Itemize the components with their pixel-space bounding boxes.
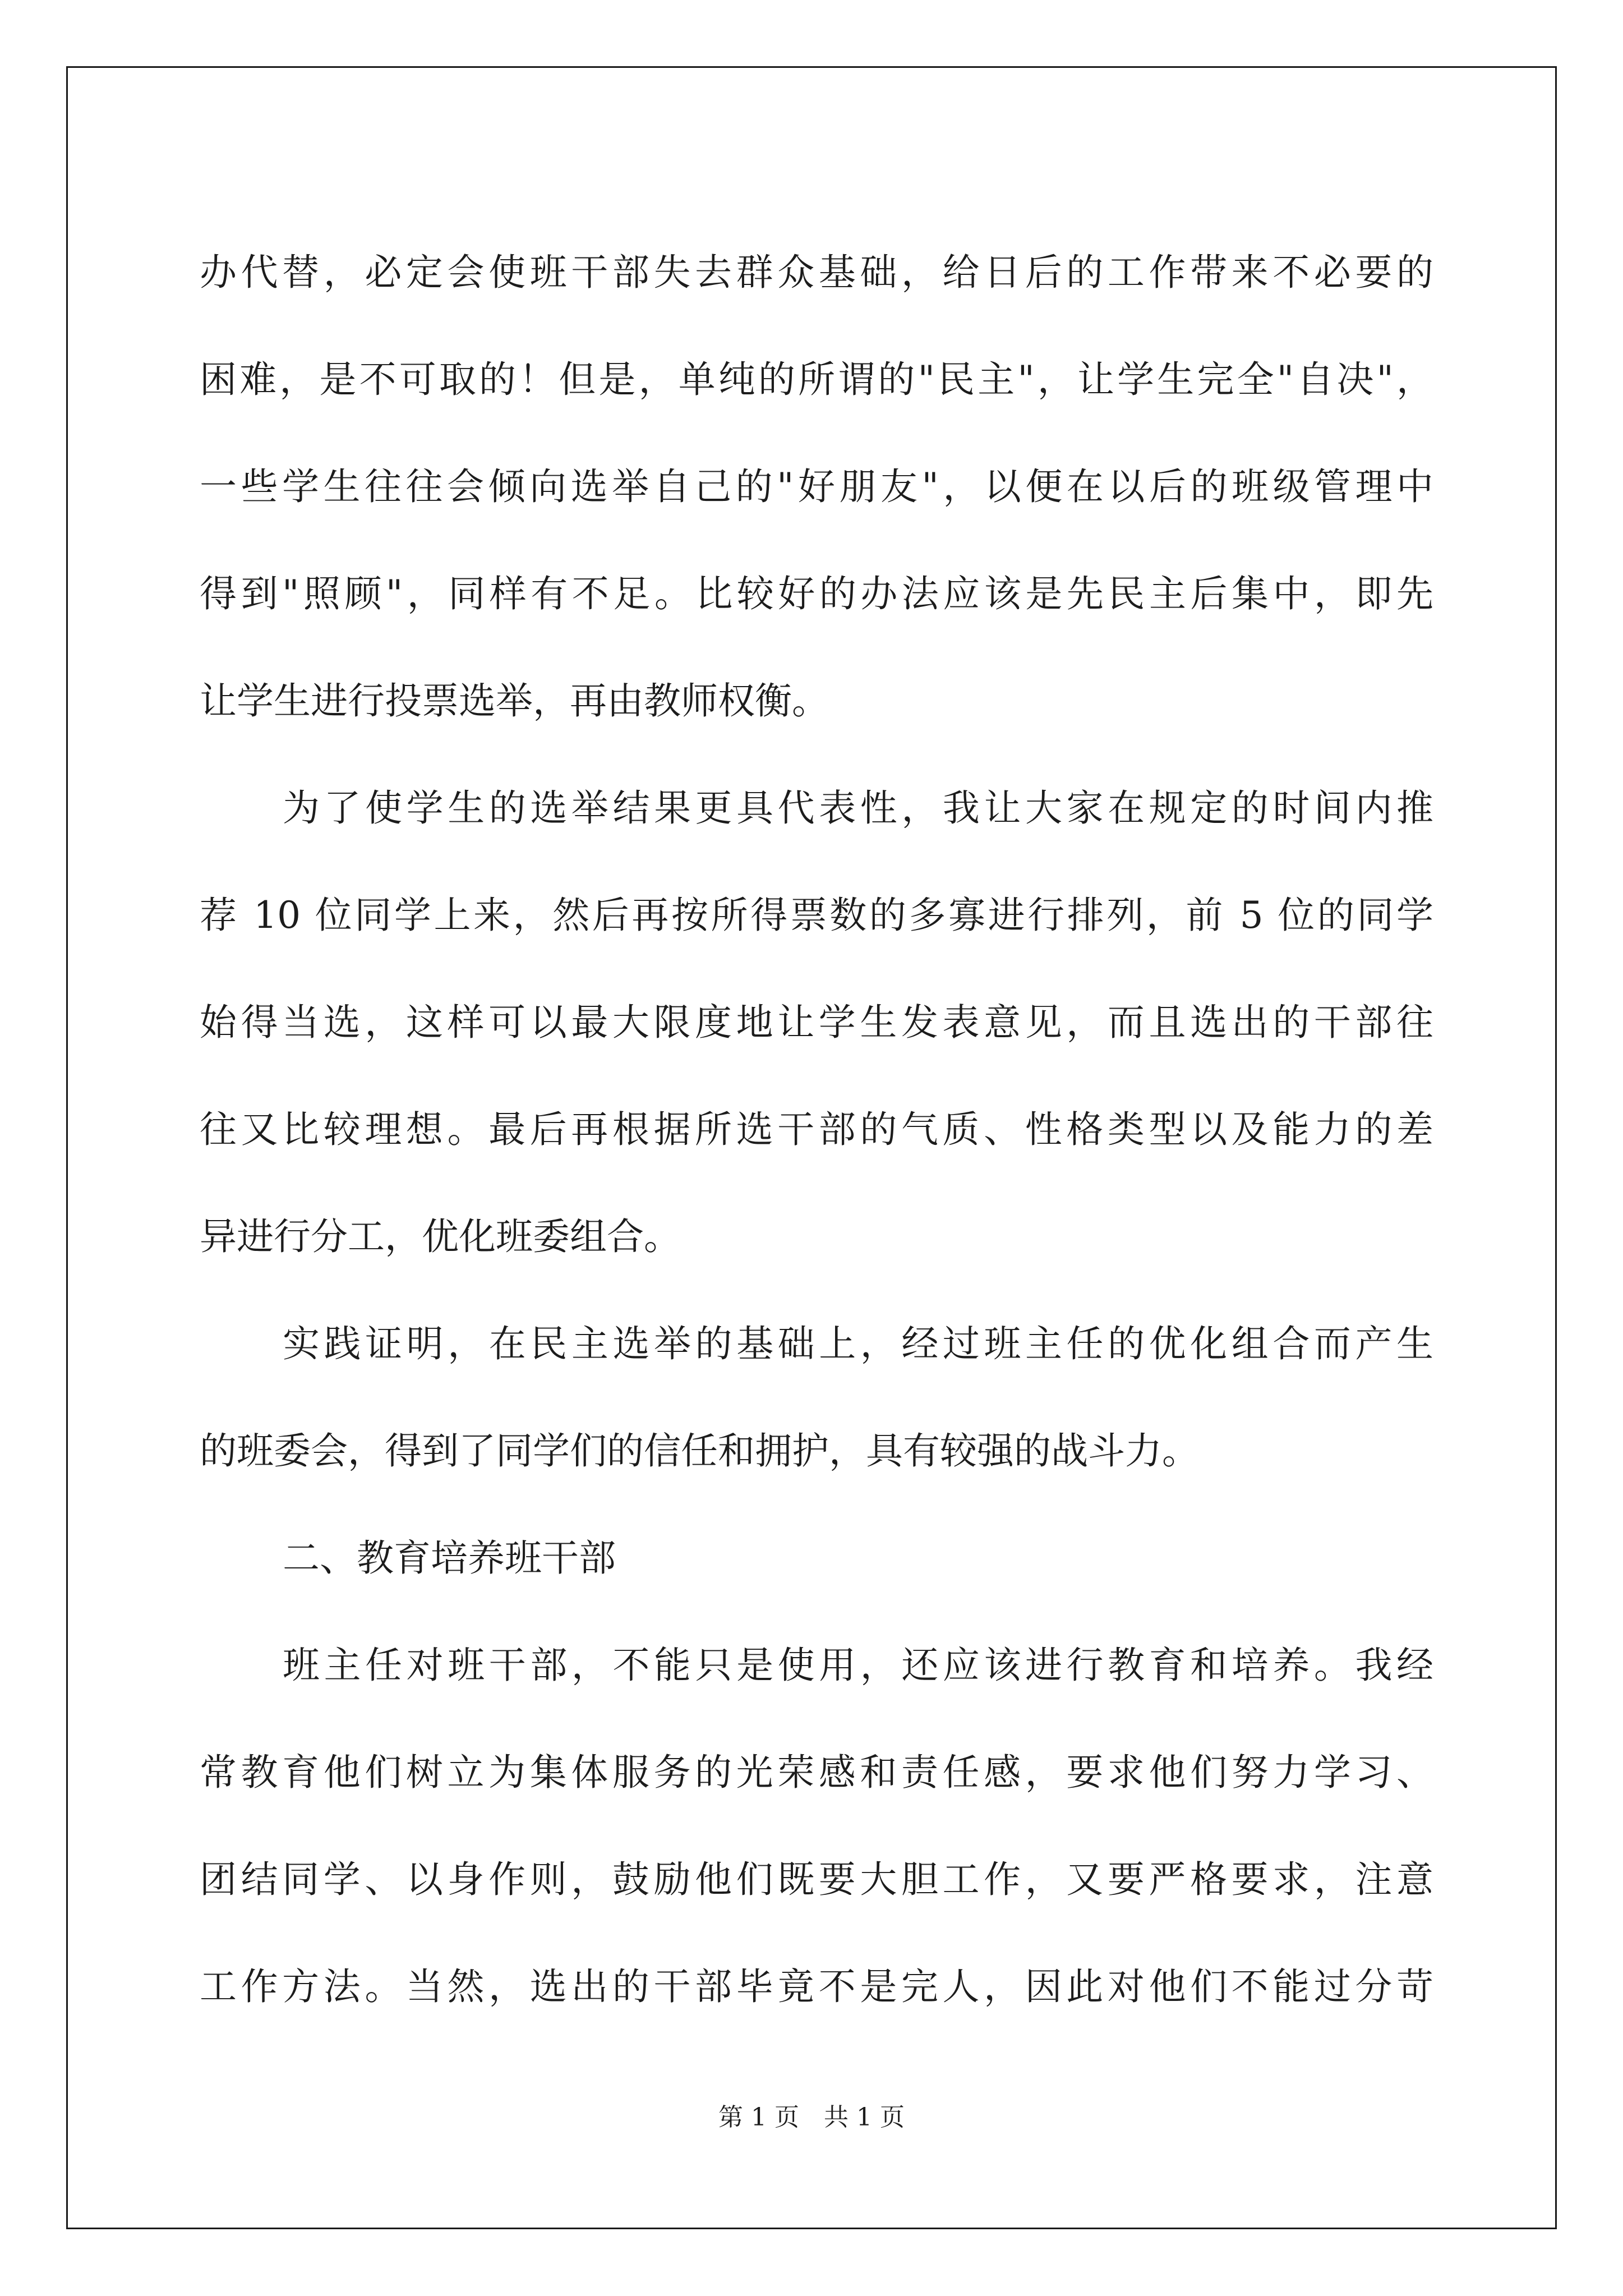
text-line: 实践证明，在民主选举的基础上，经过班主任的优化组合而产生 [283,1322,1433,1365]
text-line: 工作方法。当然，选出的干部毕竟不是完人，因此对他们不能过分苛 [200,1965,1433,2008]
text-line: 为了使学生的选举结果更具代表性，我让大家在规定的时间内推 [283,786,1433,830]
document-body [200,219,1433,2040]
text-line: 二、教育培养班干部 [283,1536,616,1580]
text-line: 让学生进行投票选举，再由教师权衡。 [200,679,829,723]
text-line: 异进行分工，优化班委组合。 [200,1215,681,1258]
text-line: 得到"照顾"，同样有不足。比较好的办法应该是先民主后集中，即先 [200,572,1433,615]
text-line: 一些学生往往会倾向选举自己的"好朋友"，以便在以后的班级管理中 [200,465,1433,508]
text-line: 团结同学、以身作则，鼓励他们既要大胆工作，又要严格要求，注意 [200,1858,1433,1901]
text-line: 往又比较理想。最后再根据所选干部的气质、性格类型以及能力的差 [200,1108,1433,1151]
text-line: 常教育他们树立为集体服务的光荣感和责任感，要求他们努力学习、 [200,1751,1433,1794]
text-line: 困难，是不可取的！但是，单纯的所谓的"民主"，让学生完全"自决"， [200,358,1433,401]
text-line: 办代替，必定会使班干部失去群众基础，给日后的工作带来不必要的 [200,251,1433,294]
page-footer: 第 1 页 共 1 页 [718,2103,905,2132]
text-line: 始得当选，这样可以最大限度地让学生发表意见，而且选出的干部往 [200,1001,1433,1044]
text-line: 荐 10 位同学上来，然后再按所得票数的多寡进行排列，前 5 位的同学 [200,894,1433,937]
text-line: 班主任对班干部，不能只是使用，还应该进行教育和培养。我经 [283,1644,1433,1687]
text-line: 的班委会，得到了同学们的信任和拥护，具有较强的战斗力。 [200,1429,1199,1473]
